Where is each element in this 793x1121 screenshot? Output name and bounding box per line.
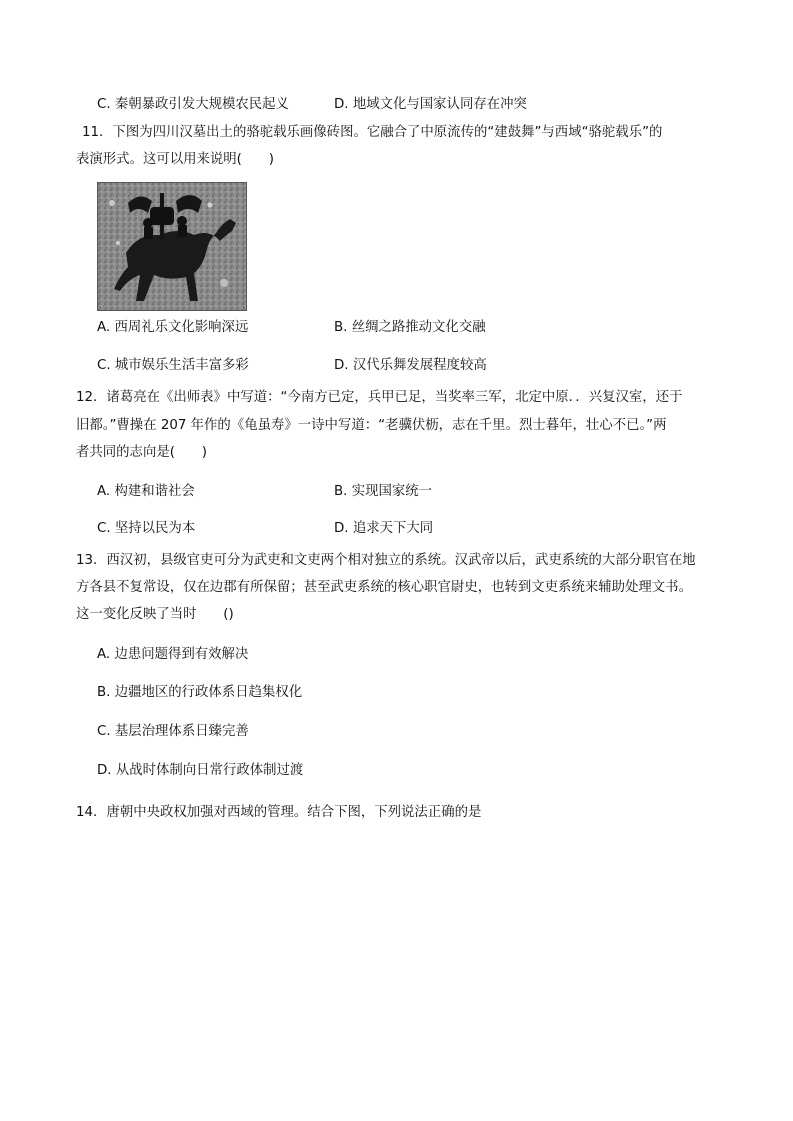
q13-option-a[interactable]: A. 边患问题得到有效解决 [97,647,249,662]
q12-stem-line1: 12．诸葛亮在《出师表》中写道：“今南方已定，兵甲已足，当奖率三军，北定中原．．兴复汉室，还于 [76,390,683,405]
q12-stem-line3: 者共同的志向是( ) [76,445,207,460]
q12-stem-line2: 旧都。”曹操在 207 年作的《龟虽寿》一诗中写道：“老骥伏枥，志在千里。烈士暮年，壮心不已。”两 [76,418,667,433]
q11-option-d[interactable]: D. 汉代乐舞发展程度较高 [334,358,487,373]
q12-option-c[interactable]: C. 坚持以民为本 [97,521,196,536]
q13-option-c[interactable]: C. 基层治理体系日臻完善 [97,724,249,739]
q13-stem-line1: 13．西汉初，县级官吏可分为武吏和文吏两个相对独立的系统。汉武帝以后，武吏系统的大部分职官在地 [76,553,696,568]
q11-option-a[interactable]: A. 西周礼乐文化影响深远 [97,320,249,335]
q13-option-b[interactable]: B. 边疆地区的行政体系日趋集权化 [97,685,303,700]
q11-stem-line1: 11．下图为四川汉墓出土的骆驼载乐画像砖图。它融合了中原流传的“建鼓舞”与西域“骆驼载乐”的 [82,125,663,140]
q11-option-b[interactable]: B. 丝绸之路推动文化交融 [334,320,486,335]
q11-option-c[interactable]: C. 城市娱乐生活丰富多彩 [97,358,249,373]
q11-stem-line2: 表演形式。这可以用来说明( ) [76,152,274,167]
q12-option-d[interactable]: D. 追求天下大同 [334,521,434,536]
camel-music-brick-image [97,182,247,311]
q10-option-d[interactable]: D. 地域文化与国家认同存在冲突 [334,97,527,112]
q12-option-a[interactable]: A. 构建和谐社会 [97,484,195,499]
q13-stem-line3: 这一变化反映了当时 () [76,607,234,622]
q10-option-c[interactable]: C. 秦朝暴政引发大规模农民起义 [97,97,289,112]
q12-option-b[interactable]: B. 实现国家统一 [334,484,433,499]
q13-option-d[interactable]: D. 从战时体制向日常行政体制过渡 [97,763,304,778]
q14-stem-line1: 14．唐朝中央政权加强对西域的管理。结合下图，下列说法正确的是 [76,805,482,820]
q13-stem-line2: 方各县不复常设，仅在边郡有所保留；甚至武吏系统的核心职官尉史，也转到文吏系统来辅助处理文书。 [76,580,692,595]
